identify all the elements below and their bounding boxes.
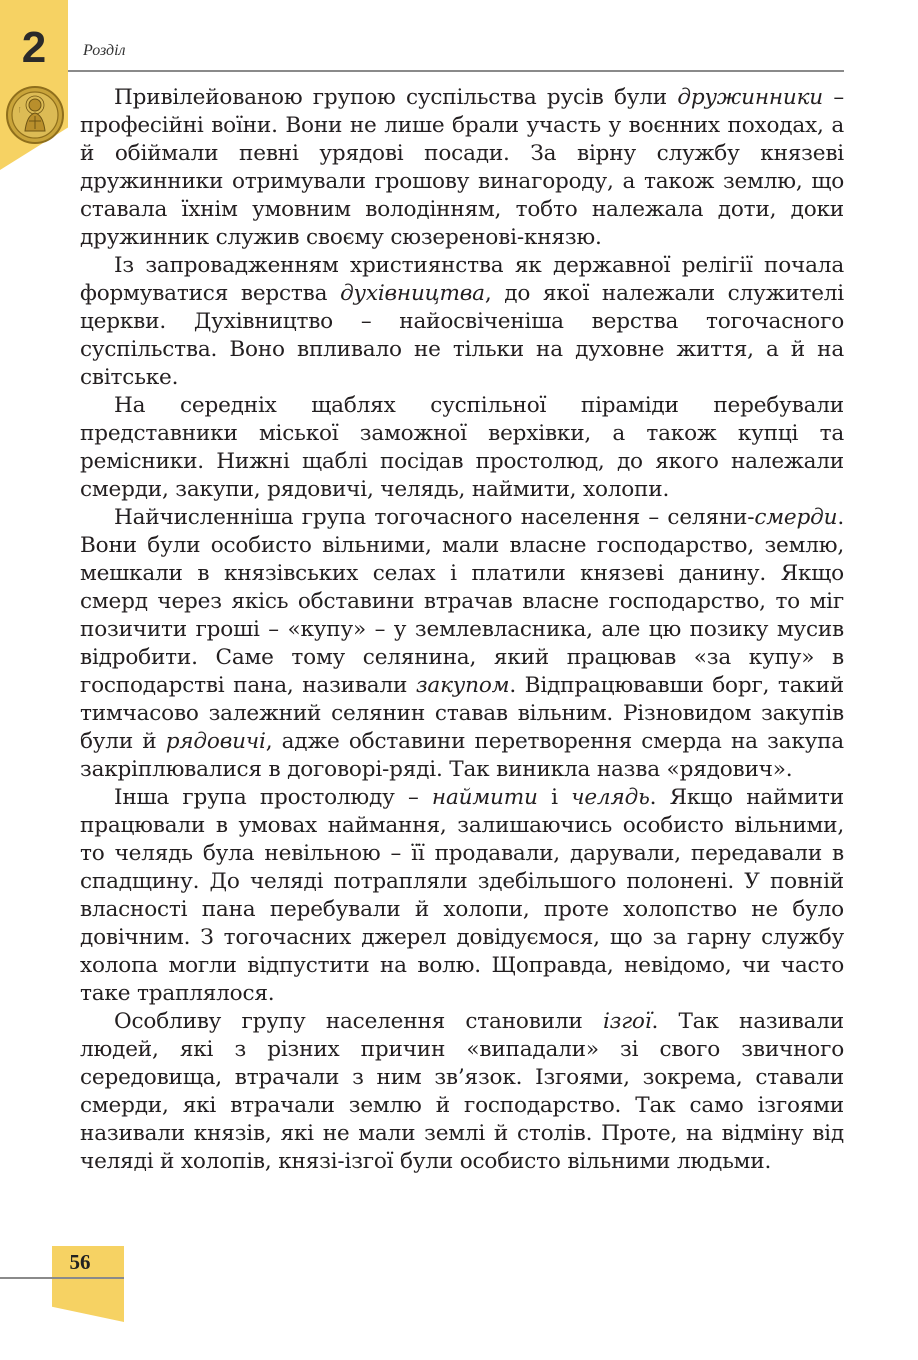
paragraph [80, 252, 844, 392]
paragraph [80, 784, 844, 1008]
text-run: . Якщо наймити працювали в умовах наймання, залишаючись особисто вільними, то челядь була невільною – її продавали, дарували, передавали в спадщину. До челяді потрапляли здебільшого полонені. У повній власності пана перебували й холопи, проте холопство не було довічним. З тогочасних джерел довідуємося, що за гарну службу холопа могли відпустити на волю. Щоправда, невідомо, чи часто таке траплялося. [80, 785, 844, 1006]
text-run: . Відпрацювавши борг, такий тимчасово залежний селянин ставав вільним. Різновидом закупів були й [80, 673, 844, 754]
text-run: , адже обставини перетворення смерда на закупа закріплювалися в договорі-ряді. Так виникла назва «рядович». [80, 729, 844, 782]
header-divider [68, 70, 844, 72]
page-number: 56 [69, 1250, 91, 1274]
text-run: Інша група простолюду – [114, 785, 432, 810]
italic-term: закупом [415, 673, 510, 698]
text-run: На середніх щаблях суспільної піраміди перебували представники міської заможної верхівки, а також купці та ремісники. Нижні щаблі посідав простолюд, до якого належали смерди, закупи, рядовичі, челядь, наймити, холопи. [80, 393, 844, 502]
italic-term: ізгої [602, 1009, 652, 1034]
text-run: . Вони були особисто вільними, мали власне господарство, землю, мешкали в князівських селах і платили князеві данину. Якщо смерд через якісь обставини втрачав власне господарство, то міг позичити гроші – «купу» – у землевласника, але цю позику мусив відробити. Саме тому селянина, який працював «за купу» в господарстві пана, називали [80, 505, 844, 698]
footer-divider [0, 1277, 124, 1279]
text-run: Особливу групу населення становили [114, 1009, 603, 1034]
text-run: Найчисленніша група тогочасного населення – селяни- [114, 505, 755, 530]
text-run: , до якої належали служителі церкви. Духівництво – найосвіченіша верства тогочасного суспільства. Воно впливало не тільки на духовне життя, а й на світське. [80, 281, 844, 390]
paragraph [80, 84, 844, 252]
text-run: Із запровадженням християнства як державної релігії почала формуватися верства [80, 253, 844, 306]
italic-term: смерди [754, 505, 838, 530]
italic-term: рядовичі [165, 729, 266, 754]
paragraph [80, 392, 844, 504]
main-text [80, 84, 844, 1176]
italic-term: дружинники [677, 85, 824, 110]
text-run: – професійні воїни. Вони не лише брали участь у воєнних походах, а й обіймали певні урядові посади. За вірну службу князеві дружинники отримували грошову винагороду, а також землю, що ставала їхнім умовним володінням, тобто належала доти, доки дружинник служив своєму сюзеренові-князю. [80, 85, 844, 250]
text-run: Привілейованою групою суспільства русів були [114, 85, 678, 110]
paragraph [80, 504, 844, 784]
text-run: . Так називали людей, які з різних причин «випадали» зі свого звичного середовища, втрачали з ним зв’язок. Ізгоями, зокрема, ставали смерди, які втрачали землю й господарство. Так само ізгоями називали князів, які не мали землі й столів. Проте, на відміну від челяді й холопів, князі-ізгої були особисто вільними людьми. [80, 1009, 844, 1174]
svg-text:ᛙ: ᛙ [18, 107, 22, 114]
italic-term: челядь [571, 785, 650, 810]
paragraph [80, 1008, 844, 1176]
section-label: Розділ [83, 42, 126, 59]
chapter-number: 2 [21, 23, 47, 72]
italic-term: духівництва [340, 281, 485, 306]
byzantine-coin-icon [5, 85, 65, 145]
text-run: і [537, 785, 572, 810]
italic-term: наймити [431, 785, 538, 810]
